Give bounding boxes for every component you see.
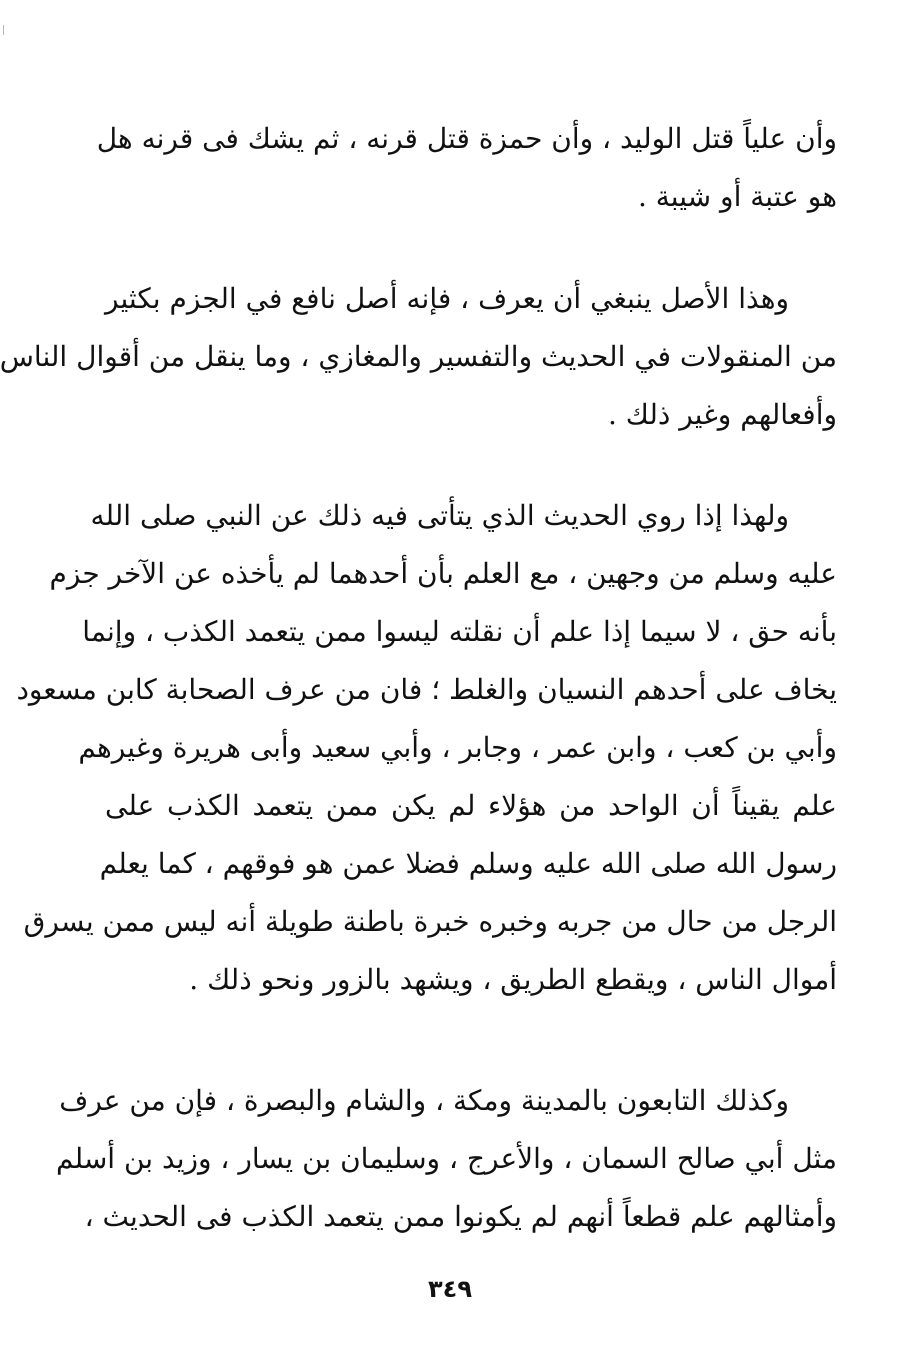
text-line: بأنه حق ، لا سيما إذا علم أن نقلته ليسوا ممن يتعمد الكذب ، وإنما [82, 615, 837, 648]
scan-edge-mark [3, 25, 4, 35]
text-line: وكذلك التابعون بالمدينة ومكة ، والشام والبصرة ، فإن من عرف [59, 1084, 789, 1117]
text-line: ولهذا إذا روي الحديث الذي يتأتى فيه ذلك عن النبي صلى الله [90, 499, 789, 532]
paragraph-4 [55, 1072, 837, 1246]
text-line: عليه وسلم من وجهين ، مع العلم بأن أحدهما لم يأخذه عن الآخر جزم [49, 557, 837, 590]
paragraph-1 [96, 110, 837, 226]
text-line: وأبي بن كعب ، وابن عمر ، وجابر ، وأبي سعيد وأبى هريرة وغيرهم [78, 731, 837, 764]
text-line: الرجل من حال من جربه وخبره خبرة باطنة طويلة أنه ليس ممن يسرق [23, 905, 837, 938]
text-line: رسول الله صلى الله عليه وسلم فضلا عمن هو فوقهم ، كما يعلم [99, 847, 837, 880]
text-line: مثل أبي صالح السمان ، والأعرج ، وسليمان بن يسار ، وزيد بن أسلم [55, 1142, 837, 1175]
text-line: من المنقولات في الحديث والتفسير والمغازي ، وما ينقل من أقوال الناس [0, 340, 837, 373]
text-line: وأن علياً قتل الوليد ، وأن حمزة قتل قرنه ، ثم يشك فى قرنه هل [96, 122, 837, 155]
paragraph-3 [16, 487, 837, 1009]
text-line: أموال الناس ، ويقطع الطريق ، ويشهد بالزور ونحو ذلك . [189, 963, 837, 996]
text-line: وهذا الأصل ينبغي أن يعرف ، فإنه أصل نافع في الجزم بكثير [105, 282, 789, 315]
paragraph-2 [0, 270, 837, 444]
text-line: علم يقيناً أن الواحد من هؤلاء لم يكن ممن يتعمد الكذب على [105, 789, 837, 822]
text-line: هو عتبة أو شيبة . [637, 180, 837, 213]
text-line: وأمثالهم علم قطعاً أنهم لم يكونوا ممن يتعمد الكذب فى الحديث ، [84, 1200, 837, 1233]
text-line: وأفعالهم وغير ذلك . [607, 398, 837, 431]
text-line: يخاف على أحدهم النسيان والغلط ؛ فان من عرف الصحابة كابن مسعود [16, 673, 837, 706]
page-number: ٣٤٩ [428, 1275, 472, 1303]
